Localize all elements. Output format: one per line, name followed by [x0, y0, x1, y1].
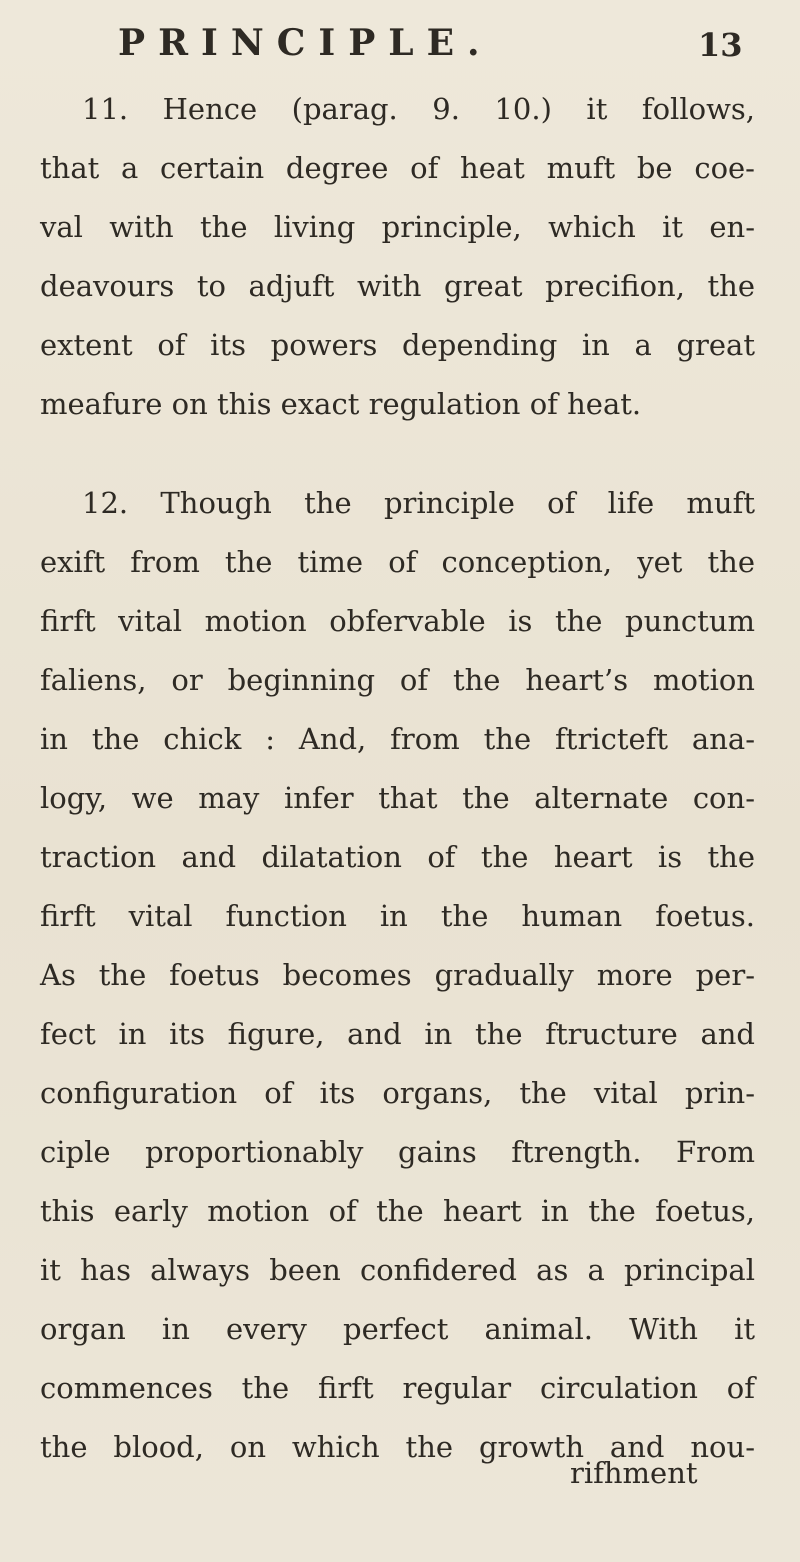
text-line: fect in its figure, and in the ftructure and: [40, 1017, 755, 1051]
paragraph-12: [40, 474, 755, 1477]
text-line: commences the firft regular circulation of: [40, 1371, 755, 1405]
catchword: rifhment: [570, 1456, 698, 1490]
text-line: As the foetus becomes gradually more per-: [40, 958, 755, 992]
running-head: [0, 18, 800, 68]
text-line: exift from the time of conception, yet the: [40, 545, 755, 579]
text-line: in the chick : And, from the ftricteft ana-: [40, 722, 755, 756]
text-line: ciple proportionably gains ftrength. From: [40, 1135, 755, 1169]
body-text: [40, 80, 755, 1477]
text-line: organ in every perfect animal. With it: [40, 1312, 755, 1346]
text-line: the blood, on which the growth and nou-: [40, 1430, 755, 1464]
text-line: that a certain degree of heat muft be coe-: [40, 151, 755, 185]
text-line: traction and dilatation of the heart is the: [40, 840, 755, 874]
paragraph-gap: [40, 434, 755, 474]
text-line: 12. Though the principle of life muft: [82, 486, 755, 520]
text-line: it has always been confidered as a principal: [40, 1253, 755, 1287]
text-line: firft vital motion obfervable is the punctum: [40, 604, 755, 638]
running-title: PRINCIPLE.: [118, 22, 493, 64]
text-line: firft vital function in the human foetus.: [40, 899, 755, 933]
text-line: this early motion of the heart in the foetus,: [40, 1194, 755, 1228]
page-number: 13: [698, 26, 743, 64]
text-line: faliens, or beginning of the heart’s motion: [40, 663, 755, 697]
text-line: extent of its powers depending in a great: [40, 328, 755, 362]
text-line: configuration of its organs, the vital prin-: [40, 1076, 755, 1110]
text-line: deavours to adjuft with great precifion, the: [40, 269, 755, 303]
text-line: meafure on this exact regulation of heat.: [40, 387, 642, 421]
text-line: logy, we may infer that the alternate con-: [40, 781, 755, 815]
text-line: 11. Hence (parag. 9. 10.) it follows,: [82, 92, 755, 126]
paragraph-11: [40, 80, 755, 434]
text-line: val with the living principle, which it en-: [40, 210, 755, 244]
